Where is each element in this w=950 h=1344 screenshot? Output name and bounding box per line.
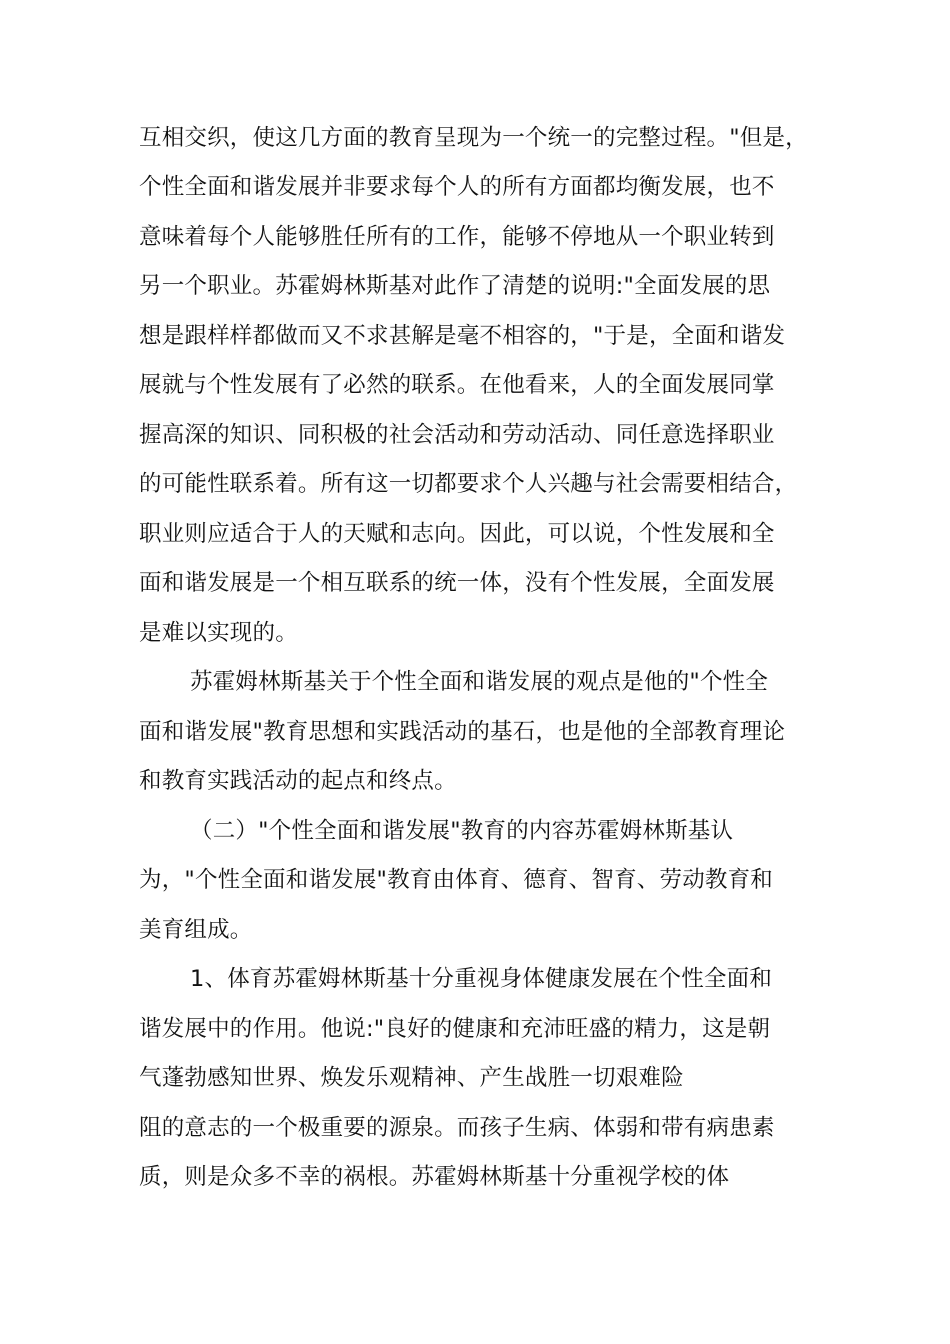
paragraph-first-line: 苏霍姆林斯基关于个性全面和谐发展的观点是他的"个性全 xyxy=(190,669,769,695)
text-line: 另一个职业。苏霍姆林斯基对此作了清楚的说明:"全面发展的思 xyxy=(139,273,771,299)
text-line: 质，则是众多不幸的祸根。苏霍姆林斯基十分重视学校的体 xyxy=(139,1164,730,1190)
text-line: 职业则应适合于人的天赋和志向。因此，可以说，个性发展和全 xyxy=(139,521,775,547)
text-line: 面和谐发展"教育思想和实践活动的基石，也是他的全部教育理论 xyxy=(139,719,786,745)
text-line: 为，"个性全面和谐发展"教育由体育、德育、智育、劳动教育和 xyxy=(139,867,773,893)
text-line: 意味着每个人能够胜任所有的工作，能够不停地从一个职业转到 xyxy=(139,224,775,250)
text-line: 美育组成。 xyxy=(139,917,253,943)
text-line: 展就与个性发展有了必然的联系。在他看来，人的全面发展同掌 xyxy=(139,372,775,398)
text-line: 是难以实现的。 xyxy=(139,620,298,646)
text-line: 互相交织，使这几方面的教育呈现为一个统一的完整过程。"但是， xyxy=(139,125,808,151)
text-line: 面和谐发展是一个相互联系的统一体，没有个性发展，全面发展 xyxy=(139,570,775,596)
text-line: 谐发展中的作用。他说:"良好的健康和充沛旺盛的精力，这是朝 xyxy=(139,1016,771,1042)
text-line: 的可能性联系着。所有这一切都要求个人兴趣与社会需要相结合， xyxy=(139,471,798,497)
text-line: 握高深的知识、同积极的社会活动和劳动活动、同任意选择职业 xyxy=(139,422,775,448)
text-line: 阻的意志的一个极重要的源泉。而孩子生病、体弱和带有病患素 xyxy=(139,1115,775,1141)
text-line: 和教育实践活动的起点和终点。 xyxy=(139,768,457,794)
text-line: 个性全面和谐发展并非要求每个人的所有方面都均衡发展，也不 xyxy=(139,174,775,200)
subsection-heading-line: 1、体育苏霍姆林斯基十分重视身体健康发展在个性全面和 xyxy=(190,966,773,992)
text-line: 想是跟样样都做而又不求甚解是毫不相容的，"于是，全面和谐发 xyxy=(139,323,786,349)
text-line: 气蓬勃感知世界、焕发乐观精神、产生战胜一切艰难险 xyxy=(139,1065,684,1091)
section-heading-line: （二）"个性全面和谐发展"教育的内容苏霍姆林斯基认 xyxy=(190,818,734,844)
